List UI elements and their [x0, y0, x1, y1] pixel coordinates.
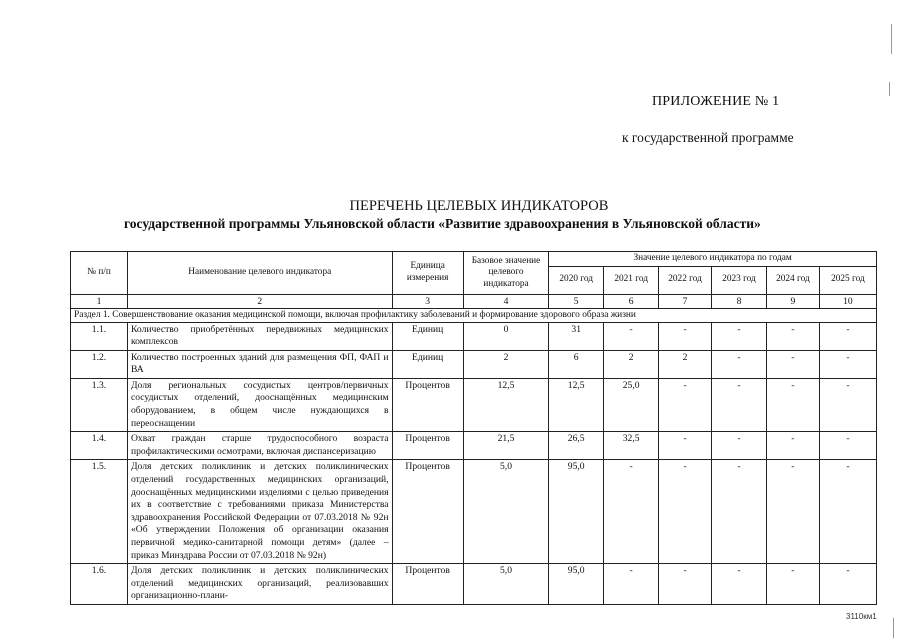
column-number: 3: [392, 294, 463, 308]
year-value: -: [712, 350, 767, 378]
column-number: 2: [127, 294, 392, 308]
year-value: -: [659, 564, 712, 605]
year-value: -: [766, 322, 819, 350]
section-title: Раздел 1. Совершенствование оказания медицинской помощи, включая профилактику заболеваний и формирование здорового образа жизни: [71, 308, 877, 322]
header-unit: Единица измерения: [392, 252, 463, 295]
header-year: 2023 год: [712, 266, 767, 294]
year-value: -: [712, 564, 767, 605]
unit-cell: Процентов: [392, 432, 463, 460]
year-value: 95,0: [549, 564, 604, 605]
indicator-name: Количество построенных зданий для размещения ФП, ФАП и ВА: [127, 350, 392, 378]
indicator-name: Количество приобретённых передвижных медицинских комплексов: [127, 322, 392, 350]
year-value: -: [712, 432, 767, 460]
year-value: 26,5: [549, 432, 604, 460]
header-year: 2021 год: [604, 266, 659, 294]
unit-cell: Единиц: [392, 322, 463, 350]
unit-cell: Процентов: [392, 564, 463, 605]
year-value: -: [659, 460, 712, 564]
year-value: -: [819, 322, 876, 350]
base-value: 21,5: [463, 432, 548, 460]
year-value: 12,5: [549, 378, 604, 431]
year-value: -: [712, 322, 767, 350]
footer-code: 3110км1: [846, 612, 877, 621]
year-value: -: [819, 432, 876, 460]
indicator-name: Доля детских поликлиник и детских поликлинических отделений государственных медицинских организаций, дооснащённых медицинскими изделиями с целью приведения их в соответствие с требованиями приказа Министерства здравоохранения Российской Федерации от 07.03.2018 № 92н «Об утверждении Положения об организации оказания первичной медико-санитарной помощи детям» (далее – приказ Минздрава России от 07.03.2018 № 92н): [127, 460, 392, 564]
year-value: 2: [604, 350, 659, 378]
year-value: -: [766, 432, 819, 460]
scan-edge-mark: [889, 82, 890, 96]
row-number: 1.4.: [71, 432, 128, 460]
year-value: -: [766, 460, 819, 564]
base-value: 5,0: [463, 460, 548, 564]
year-value: -: [604, 564, 659, 605]
table-row: [71, 564, 877, 605]
row-number: 1.3.: [71, 378, 128, 431]
row-number: 1.1.: [71, 322, 128, 350]
base-value: 12,5: [463, 378, 548, 431]
year-value: 95,0: [549, 460, 604, 564]
year-value: -: [766, 350, 819, 378]
year-value: -: [819, 460, 876, 564]
header-row: [71, 252, 877, 267]
year-value: -: [604, 322, 659, 350]
year-value: -: [659, 378, 712, 431]
header-values-group: Значение целевого индикатора по годам: [549, 252, 877, 267]
header-year: 2024 год: [766, 266, 819, 294]
appendix-title: ПРИЛОЖЕНИЕ № 1: [652, 94, 780, 109]
base-value: 2: [463, 350, 548, 378]
section-row: [71, 308, 877, 322]
header-no: № п/п: [71, 252, 128, 295]
column-number: 6: [604, 294, 659, 308]
header-name: Наименование целевого индикатора: [127, 252, 392, 295]
header-year: 2025 год: [819, 266, 876, 294]
unit-cell: Процентов: [392, 378, 463, 431]
year-value: -: [712, 378, 767, 431]
year-value: -: [712, 460, 767, 564]
table-row: [71, 350, 877, 378]
row-number: 1.5.: [71, 460, 128, 564]
base-value: 5,0: [463, 564, 548, 605]
row-number: 1.2.: [71, 350, 128, 378]
year-value: 32,5: [604, 432, 659, 460]
column-number: 8: [712, 294, 767, 308]
header-year: 2020 год: [549, 266, 604, 294]
column-number: 9: [766, 294, 819, 308]
year-value: -: [819, 378, 876, 431]
unit-cell: Процентов: [392, 460, 463, 564]
year-value: 25,0: [604, 378, 659, 431]
column-numbers-row: [71, 294, 877, 308]
indicators-table: [70, 251, 877, 605]
table-row: [71, 460, 877, 564]
unit-cell: Единиц: [392, 350, 463, 378]
column-number: 1: [71, 294, 128, 308]
indicator-name: Охват граждан старше трудоспособного возраста профилактическими осмотрами, включая диспансеризацию: [127, 432, 392, 460]
scan-edge-mark: [893, 618, 894, 638]
scan-edge-mark: [891, 24, 892, 54]
year-value: -: [604, 460, 659, 564]
indicator-name: Доля региональных сосудистых центров/первичных сосудистых отделений, дооснащённых медицинским оборудованием, в общем числе нуждающихся в переоснащении: [127, 378, 392, 431]
document-title: ПЕРЕЧЕНЬ ЦЕЛЕВЫХ ИНДИКАТОРОВ: [349, 198, 609, 214]
table-row: [71, 432, 877, 460]
year-value: -: [659, 322, 712, 350]
indicator-name: Доля детских поликлиник и детских поликлинических отделений медицинских организаций, реализовавших организационно-плани-: [127, 564, 392, 605]
appendix-subtitle: к государственной программе: [622, 130, 794, 145]
column-number: 10: [819, 294, 876, 308]
row-number: 1.6.: [71, 564, 128, 605]
year-value: -: [819, 564, 876, 605]
document-subtitle: государственной программы Ульяновской области «Развитие здравоохранения в Ульяновской области»: [124, 216, 761, 231]
year-value: 2: [659, 350, 712, 378]
table-row: [71, 378, 877, 431]
table-row: [71, 322, 877, 350]
header-year: 2022 год: [659, 266, 712, 294]
year-value: 6: [549, 350, 604, 378]
column-number: 7: [659, 294, 712, 308]
column-number: 5: [549, 294, 604, 308]
year-value: -: [766, 564, 819, 605]
base-value: 0: [463, 322, 548, 350]
year-value: -: [766, 378, 819, 431]
year-value: -: [819, 350, 876, 378]
header-base: Базовое значение целевого индикатора: [463, 252, 548, 295]
year-value: 31: [549, 322, 604, 350]
year-value: -: [659, 432, 712, 460]
column-number: 4: [463, 294, 548, 308]
